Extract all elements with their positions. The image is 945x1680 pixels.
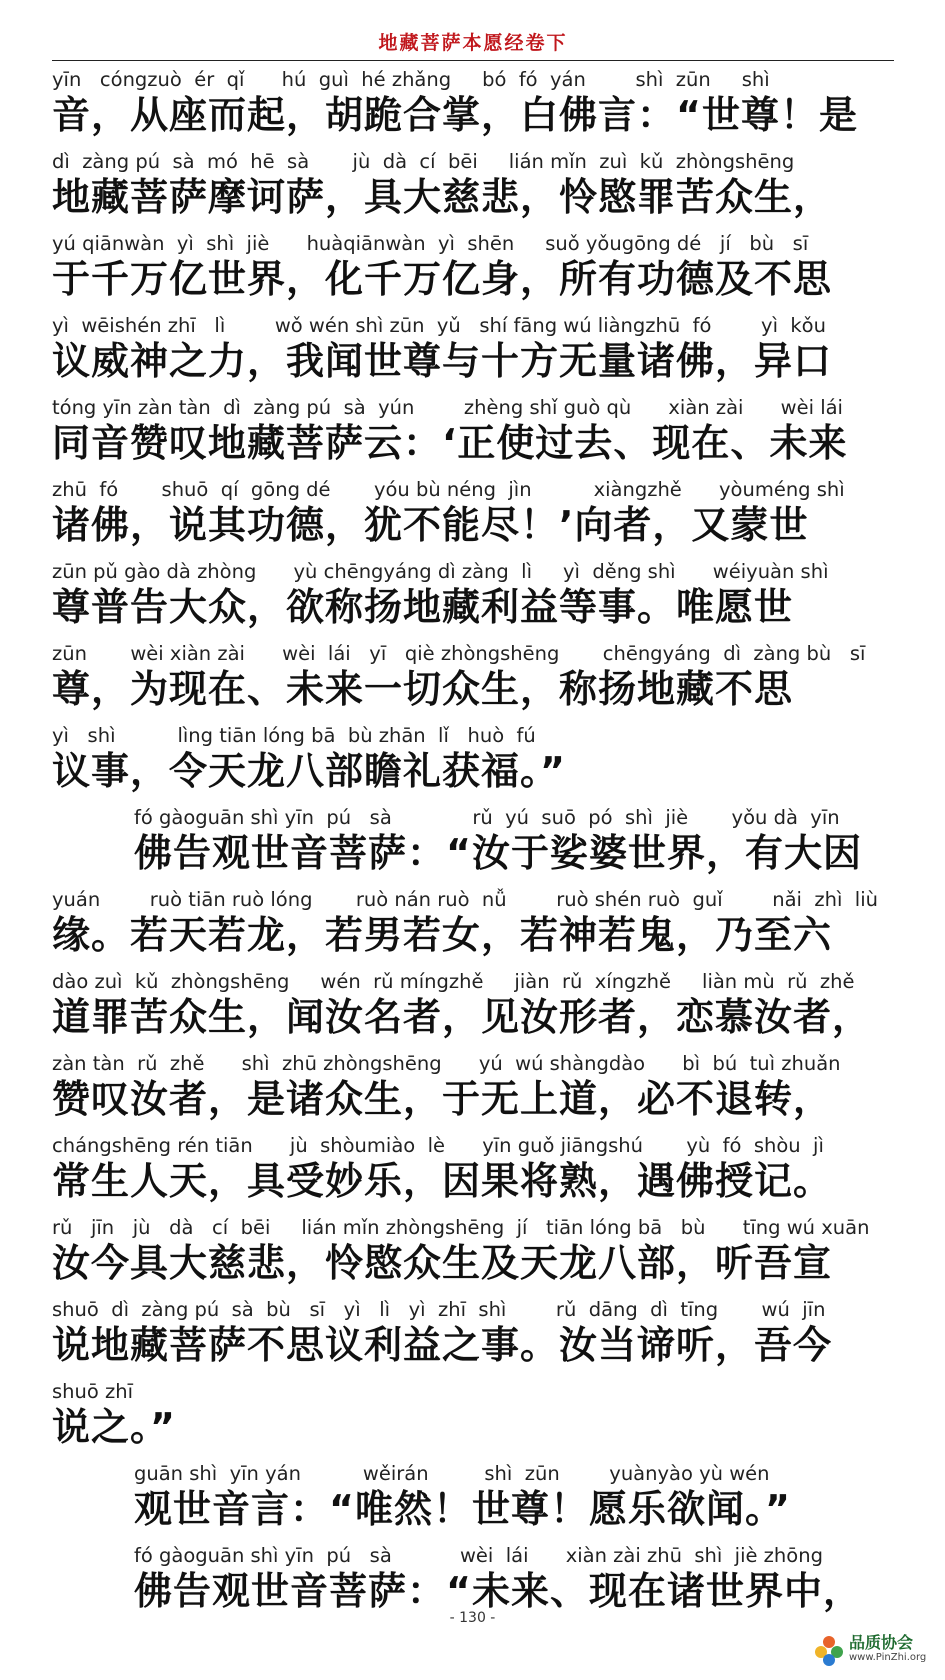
pinyin-annotation: yīn cóngzuò ér qǐ hú guì hé zhǎng bó fó yán shì zūn shì [52,68,770,91]
header-divider [52,60,894,61]
text-line [52,636,894,718]
pinyin-annotation: tóng yīn zàn tàn dì zàng pú sà yún zhèng shǐ guò qù xiàn zài wèi lái [52,396,843,419]
hanzi-text: 地藏菩萨摩诃萨，具大慈悲，怜愍罪苦众生， [52,175,833,219]
text-line [52,472,894,554]
pinyin-annotation: yì shì lìng tiān lóng bā bù zhān lǐ huò fú [52,724,536,747]
hanzi-text: 常生人天，具受妙乐，因果将熟，遇佛授记。 [52,1159,833,1203]
text-line [52,1538,894,1620]
pinyin-annotation: yì wēishén zhī lì wǒ wén shì zūn yǔ shí fāng wú liàngzhū fó yì kǒu [52,314,826,337]
text-line [52,1374,894,1456]
hanzi-text: 尊，为现在、未来一切众生，称扬地藏不思 [52,667,794,711]
pinyin-annotation: dào zuì kǔ zhòngshēng wén rǔ míngzhě jiàn rǔ xíngzhě liàn mù rǔ zhě [52,970,855,993]
pinyin-annotation: yú qiānwàn yì shì jiè huàqiānwàn yì shēn suǒ yǒugōng dé jí bù sī [52,232,809,255]
text-line [52,1292,894,1374]
scripture-text [52,62,894,1620]
text-line [52,62,894,144]
text-line [52,554,894,636]
hanzi-text: 汝今具大慈悲，怜愍众生及天龙八部，听吾宣 [52,1241,833,1285]
watermark-url: www.PinZhi.org [849,1652,927,1663]
pinyin-annotation: chángshēng rén tiān jù shòumiào lè yīn guǒ jiāngshú yù fó shòu jì [52,1134,824,1157]
text-line [52,718,894,800]
pinyin-annotation: rǔ jīn jù dà cí bēi lián mǐn zhòngshēng jí tiān lóng bā bù tīng wú xuān [52,1216,870,1239]
hanzi-text: 音，从座而起，胡跪合掌，白佛言：“世尊！是 [52,93,858,137]
hanzi-text: 缘。若天若龙，若男若女，若神若鬼，乃至六 [52,913,833,957]
hanzi-text: 佛告观世音菩萨：“未来、现在诸世界中， [134,1569,862,1613]
text-line [52,1046,894,1128]
pinyin-annotation: zhū fó shuō qí gōng dé yóu bù néng jìn xiàngzhě yòuméng shì [52,478,845,501]
pinyin-annotation: shuō zhī [52,1380,134,1403]
hanzi-text: 诸佛，说其功德，犹不能尽！’向者，又蒙世 [52,503,809,547]
hanzi-text: 说之。” [52,1405,176,1449]
hanzi-text: 说地藏菩萨不思议利益之事。汝当谛听，吾今 [52,1323,833,1367]
text-line [52,1128,894,1210]
hanzi-text: 道罪苦众生，闻汝名者，见汝形者，恋慕汝者， [52,995,872,1039]
pinyin-annotation: shuō dì zàng pú sà bù sī yì lì yì zhī shì rǔ dāng dì tīng wú jīn [52,1298,826,1321]
pinyin-annotation: fó gàoguān shì yīn pú sà rǔ yú suō pó shì jiè yǒu dà yīn [134,806,840,829]
text-line [52,308,894,390]
text-line [52,144,894,226]
hanzi-text: 议威神之力，我闻世尊与十方无量诸佛，异口 [52,339,833,383]
pinyin-annotation: zàn tàn rǔ zhě shì zhū zhòngshēng yú wú shàngdào bì bú tuì zhuǎn [52,1052,841,1075]
flower-logo-icon [811,1632,847,1668]
hanzi-text: 佛告观世音菩萨：“汝于娑婆世界，有大因 [134,831,862,875]
text-line [52,964,894,1046]
pinyin-annotation: zūn pǔ gào dà zhòng yù chēngyáng dì zàng lì yì děng shì wéiyuàn shì [52,560,829,583]
pinyin-annotation: guān shì yīn yán wěirán shì zūn yuànyào yù wén [134,1462,770,1485]
hanzi-text: 赞叹汝者，是诸众生，于无上道，必不退转， [52,1077,833,1121]
text-line [52,1210,894,1292]
text-line [52,800,894,882]
hanzi-text: 同音赞叹地藏菩萨云：‘正使过去、现在、未来 [52,421,848,465]
page-number: - 130 - [449,1610,496,1626]
pinyin-annotation: zūn wèi xiàn zài wèi lái yī qiè zhòngshēng chēngyáng dì zàng bù sī [52,642,866,665]
hanzi-text: 议事，令天龙八部瞻礼获福。” [52,749,566,793]
text-line [52,1456,894,1538]
pinyin-annotation: fó gàoguān shì yīn pú sà wèi lái xiàn zài zhū shì jiè zhōng [134,1544,823,1567]
site-watermark [809,1628,929,1672]
watermark-name: 品质协会 [849,1633,914,1652]
pinyin-annotation: dì zàng pú sà mó hē sà jù dà cí bēi lián mǐn zuì kǔ zhòngshēng [52,150,795,173]
hanzi-text: 于千万亿世界，化千万亿身，所有功德及不思 [52,257,833,301]
pinyin-annotation: yuán ruò tiān ruò lóng ruò nán ruò nǚ ruò shén ruò guǐ nǎi zhì liù [52,888,878,911]
page-header-title: 地藏菩萨本愿经卷下 [378,32,568,54]
text-line [52,390,894,472]
text-line [52,226,894,308]
hanzi-text: 尊普告大众，欲称扬地藏利益等事。唯愿世 [52,585,794,629]
text-line [52,882,894,964]
hanzi-text: 观世音言：“唯然！世尊！愿乐欲闻。” [134,1487,791,1531]
